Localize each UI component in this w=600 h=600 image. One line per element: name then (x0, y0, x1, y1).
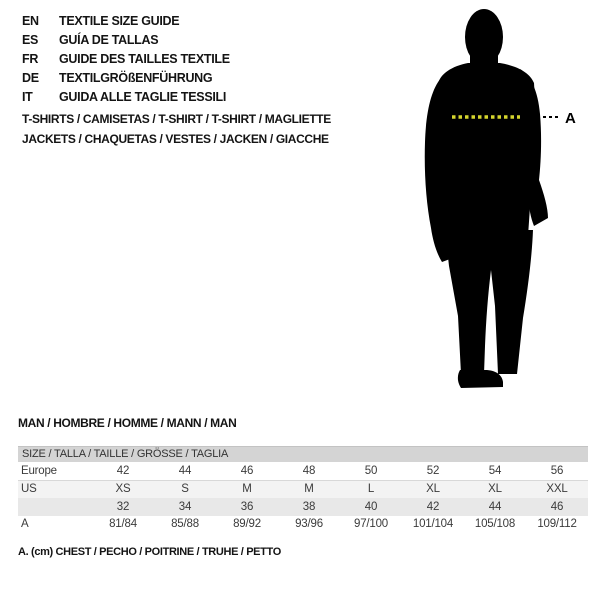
section-title-man: MAN / HOMBRE / HOMME / MANN / MAN (18, 416, 237, 430)
language-label: GUIDA ALLE TAGLIE TESSILI (59, 89, 227, 104)
size-cell: XXL (546, 483, 568, 496)
language-label: GUÍA DE TALLAS (59, 32, 159, 47)
language-row (22, 87, 230, 106)
size-cell: 109/112 (537, 518, 577, 531)
size-cell: 38 (302, 500, 316, 513)
size-cell: XL (426, 483, 440, 496)
size-cell: 97/100 (354, 518, 388, 531)
language-list (22, 11, 230, 106)
size-cell: 52 (426, 464, 440, 477)
measurement-figure (400, 4, 580, 404)
size-cell: XS (115, 483, 131, 496)
language-code: IT (22, 89, 33, 104)
language-label: TEXTILGRÖßENFÜHRUNG (59, 70, 213, 85)
size-cell: 48 (302, 464, 316, 477)
language-row (22, 49, 230, 68)
size-cell: 93/96 (295, 518, 323, 531)
size-table-header: SIZE / TALLA / TAILLE / GRÖSSE / TAGLIA (18, 446, 588, 462)
size-cell: 44 (488, 500, 502, 513)
size-cell: 105/108 (474, 518, 516, 531)
size-cell: 34 (178, 500, 192, 513)
size-cell: XL (488, 483, 502, 496)
table-row-europe (18, 462, 588, 480)
size-cell: L (367, 483, 375, 496)
man-silhouette (400, 4, 580, 404)
row-label: A (21, 518, 29, 531)
language-row (22, 30, 230, 49)
size-cell: 81/84 (109, 518, 137, 531)
category-line-jackets: JACKETS / CHAQUETAS / VESTES / JACKEN / GIACCHE (22, 132, 329, 146)
language-code: DE (22, 70, 39, 85)
language-row (22, 11, 230, 30)
table-row-chest (18, 516, 588, 534)
language-label: TEXTILE SIZE GUIDE (59, 13, 180, 28)
size-cell: 42 (426, 500, 440, 513)
size-cell: 56 (550, 464, 564, 477)
size-cell: 44 (178, 464, 192, 477)
size-cell: 42 (116, 464, 130, 477)
row-label: US (21, 483, 37, 496)
category-line-tshirts: T-SHIRTS / CAMISETAS / T-SHIRT / T-SHIRT / MAGLIETTE (22, 112, 331, 126)
language-row (22, 68, 230, 87)
size-cell: 101/104 (412, 518, 454, 531)
table-row-numeric (18, 498, 588, 516)
size-table (18, 446, 588, 533)
size-cell: 54 (488, 464, 502, 477)
category-list (22, 109, 331, 149)
size-cell: 40 (364, 500, 378, 513)
size-cell: 89/92 (233, 518, 261, 531)
language-code: ES (22, 32, 39, 47)
size-cell: S (181, 483, 189, 496)
size-cell: 50 (364, 464, 378, 477)
silhouette-foot (458, 370, 503, 388)
size-cell: 46 (550, 500, 564, 513)
size-cell: M (242, 483, 252, 496)
language-label: GUIDE DES TAILLES TEXTILE (59, 51, 230, 66)
table-row-us (18, 480, 588, 499)
size-cell: 46 (240, 464, 254, 477)
measurement-footnote: A. (cm) CHEST / PECHO / POITRINE / TRUHE / PETTO (18, 546, 281, 558)
size-cell: M (304, 483, 314, 496)
silhouette-legs (445, 230, 533, 374)
size-cell: 85/88 (171, 518, 199, 531)
row-label: Europe (21, 464, 57, 477)
size-cell: 32 (116, 500, 130, 513)
language-code: FR (22, 51, 39, 66)
language-code: EN (22, 13, 39, 28)
measure-marker-label: A (565, 110, 576, 127)
size-cell: 36 (240, 500, 254, 513)
